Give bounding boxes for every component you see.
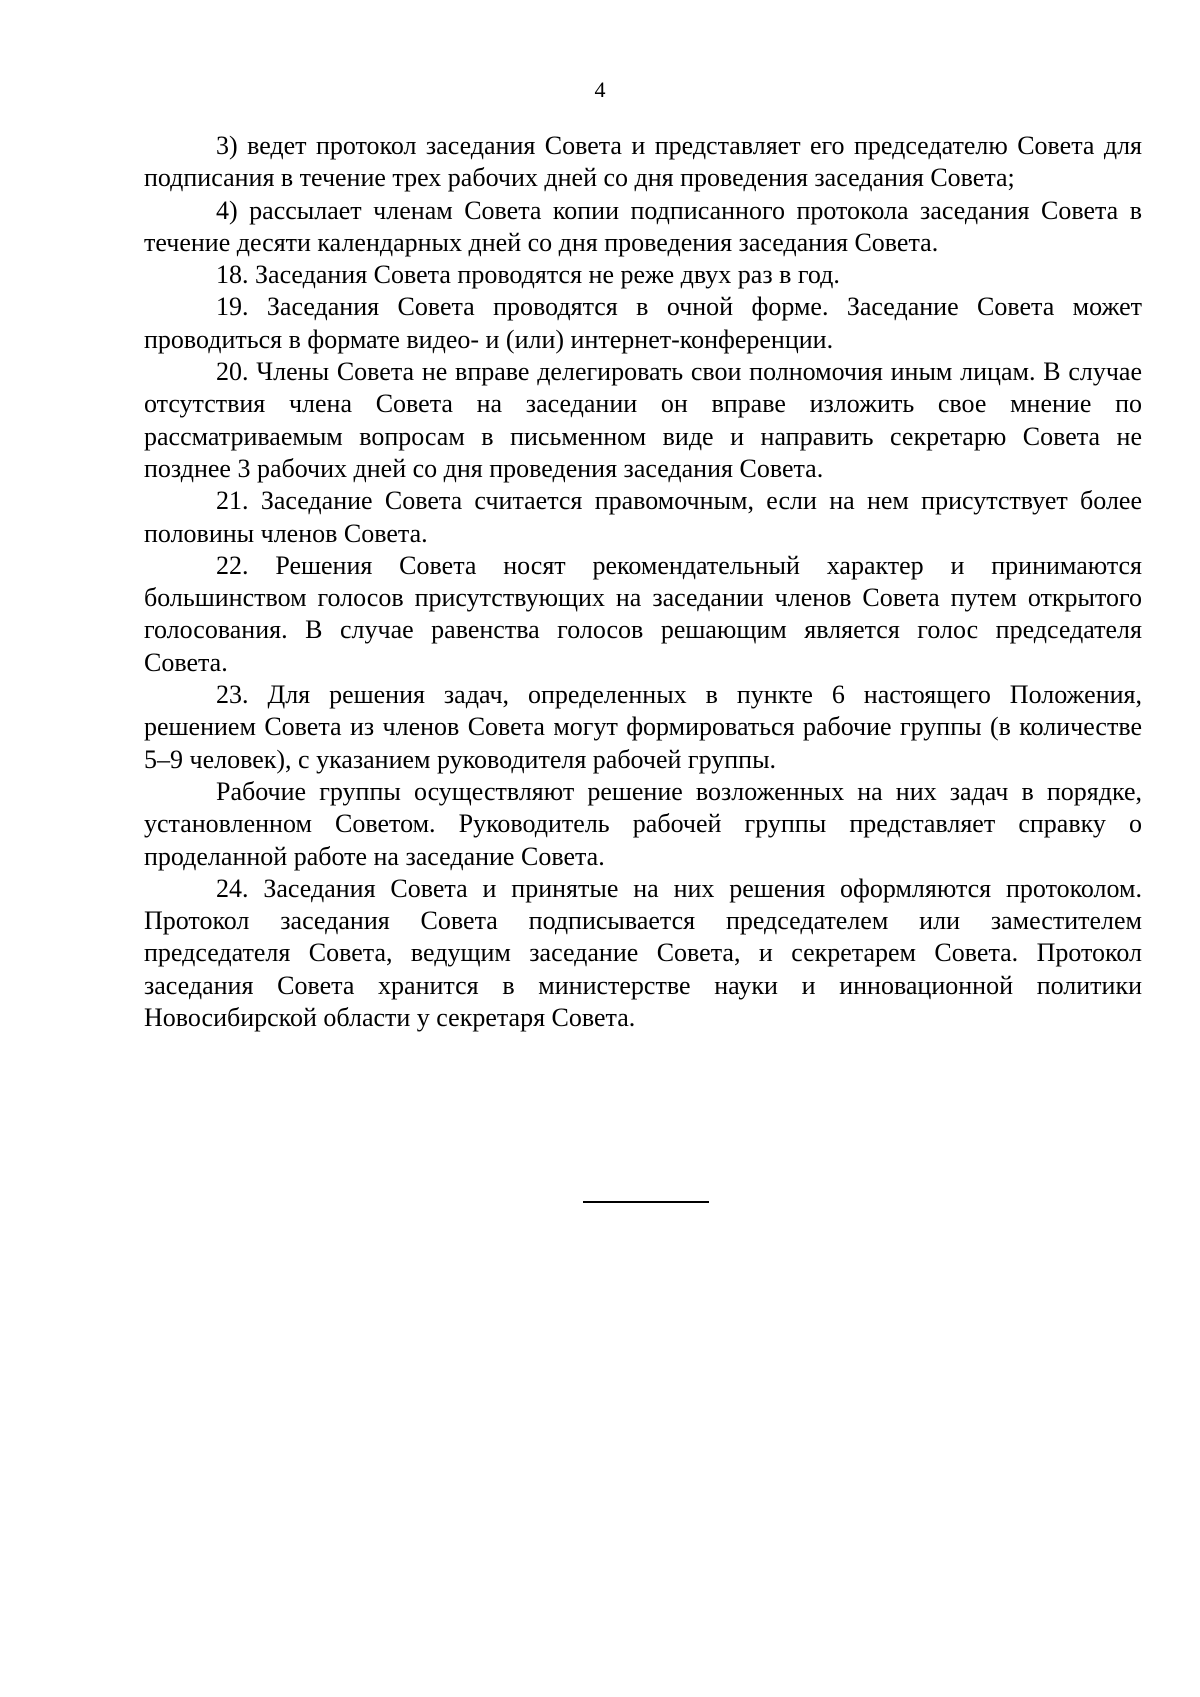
paragraph-clause-23: 23. Для решения задач, определенных в пункте 6 настоящего Положения, решением Совета из членов Совета могут формироваться рабочие группы (в количестве 5–9 человек), с указанием руководителя рабочей группы. [144,680,1142,774]
page-number: 4 [594,77,606,102]
paragraph-clause-21: 21. Заседание Совета считается правомочным, если на нем присутствует более половины членов Совета. [144,486,1142,548]
paragraph-clause-24: 24. Заседания Совета и принятые на них решения оформляются протоколом. Протокол заседания Совета подписывается председателем или заместителем председателя Совета, ведущим заседание Совета, и секретарем Совета. Протокол заседания Совета хранится в министерстве науки и инновационной политики Новосибирской области у секретаря Совета. [144,873,1142,1033]
document-body [144,130,1142,1034]
paragraph-item-3: 3) ведет протокол заседания Совета и представляет его председателю Совета для подписания в течение трех рабочих дней со дня проведения заседания Совета; [144,131,1142,193]
paragraph-working-groups: Рабочие группы осуществляют решение возложенных на них задач в порядке, установленном Советом. Руководитель рабочей группы представляет справку о проделанной работе на заседание Совета. [144,776,1142,871]
paragraph-clause-20: 20. Члены Совета не вправе делегировать свои полномочия иным лицам. В случае отсутствия члена Совета на заседании он вправе изложить свое мнение по рассматриваемым вопросам в письменном виде и направить секретарю Совета не позднее 3 рабочих дней со дня проведения заседания Совета. [144,357,1142,483]
paragraph-clause-19: 19. Заседания Совета проводятся в очной форме. Заседание Совета может проводиться в формате видео- и (или) интернет-конференции. [144,292,1142,354]
paragraph-item-4: 4) рассылает членам Совета копии подписанного протокола заседания Совета в течение десяти календарных дней со дня проведения заседания Совета. [144,195,1142,257]
end-of-document-line [583,1201,709,1203]
paragraph-clause-18: 18. Заседания Совета проводятся не реже двух раз в год. [216,260,840,290]
paragraph-clause-22: 22. Решения Совета носят рекомендательный характер и принимаются большинством голосов присутствующих на заседании членов Совета путем открытого голосования. В случае равенства голосов решающим является голос председателя Совета. [144,550,1142,677]
